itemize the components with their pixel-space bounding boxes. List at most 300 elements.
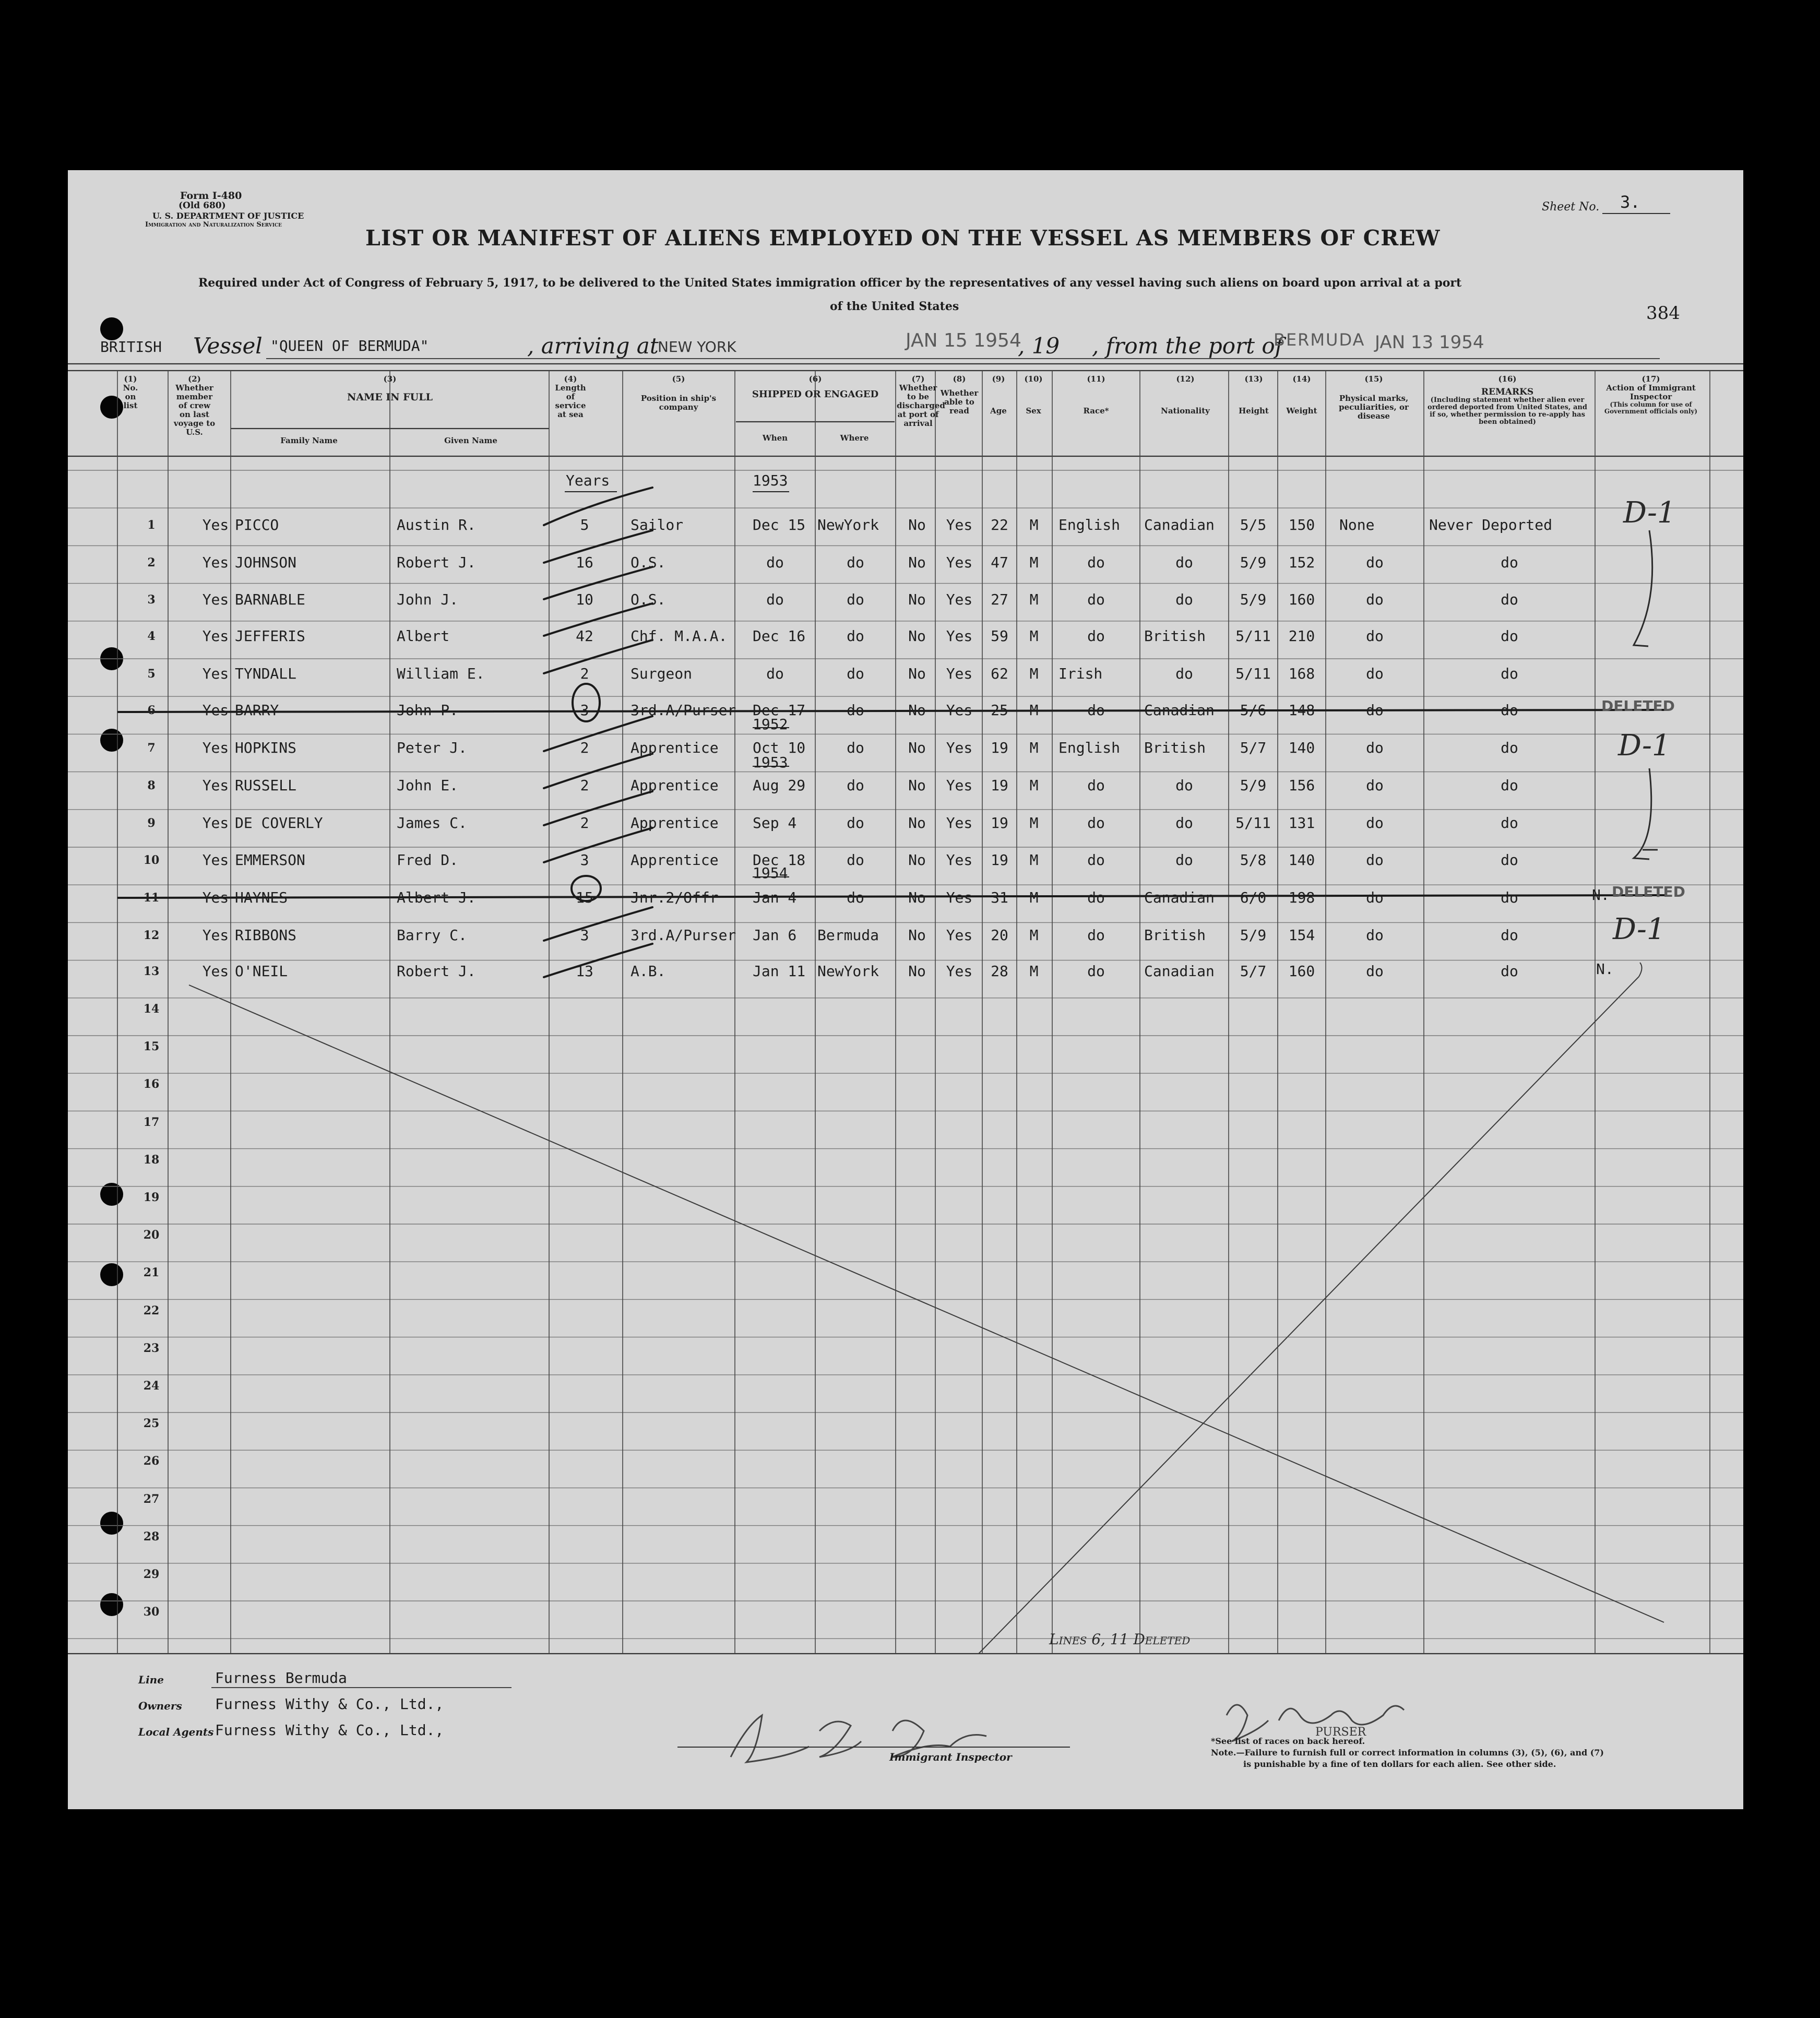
cell-height: 5/9 [1240, 927, 1267, 944]
cell-nationality: do [1175, 554, 1193, 571]
row-number: 25 [143, 1417, 160, 1431]
cell-position: O.S. [631, 554, 666, 571]
row-number: 10 [143, 853, 160, 867]
cell-remarks: do [1501, 627, 1518, 645]
cell-family: DE COVERLY [235, 814, 323, 832]
vessel-flag: BRITISH [100, 338, 162, 355]
row-number: 2 [147, 556, 156, 569]
cell-read: Yes [946, 591, 973, 608]
cell-read: Yes [946, 516, 973, 533]
cell-position: Apprentice [631, 851, 719, 869]
cell-marks: do [1366, 739, 1384, 756]
cell-age: 22 [991, 516, 1008, 533]
cell-given: Albert J. [397, 889, 476, 906]
cell-nationality: do [1175, 814, 1193, 832]
row-number: 11 [143, 891, 160, 905]
cell-race: Irish [1058, 665, 1103, 682]
cell-given: Peter J. [397, 739, 467, 756]
col3-header: (3) NAME IN FULL [347, 374, 433, 403]
cell-given: Robert J. [397, 554, 476, 571]
cell-crew: Yes [202, 814, 229, 832]
year-1954-heading: 1954 [753, 864, 788, 882]
cell-where: do [847, 851, 864, 869]
cell-service: 3 [580, 851, 589, 869]
cell-when: Dec 16 [753, 627, 806, 645]
cell-height: 5/8 [1240, 851, 1267, 869]
cell-when: Sep 4 [753, 814, 797, 832]
cell-discharge: No [908, 591, 926, 608]
row-number: 7 [147, 741, 156, 755]
manifest-sheet [68, 170, 1743, 1809]
form-subtitle-line1: Required under Act of Congress of February 5, 1917, to be delivered to the United States immigration officer by the representatives of any vessel having such aliens on board upon arrival at a port [198, 276, 1462, 290]
cell-read: Yes [946, 665, 973, 682]
cell-remarks: do [1501, 851, 1518, 869]
cell-race: do [1087, 777, 1105, 794]
cell-position: Surgeon [631, 665, 693, 682]
row-number: 20 [143, 1228, 160, 1242]
cell-discharge: No [908, 554, 926, 571]
cell-marks: do [1366, 927, 1384, 944]
col2-header: (2) Whether member of crew on last voyage to U.S. [173, 374, 216, 437]
vessel-name: "QUEEN OF BERMUDA" [270, 337, 429, 354]
cell-service: 15 [576, 889, 593, 906]
cell-weight: 160 [1288, 591, 1315, 608]
cell-service: 10 [576, 591, 593, 608]
cell-race: English [1058, 516, 1121, 533]
row-number: 4 [147, 630, 156, 643]
cell-position: Apprentice [631, 814, 719, 832]
cell-read: Yes [946, 627, 973, 645]
cell-crew: Yes [202, 739, 229, 756]
cell-sex: M [1029, 739, 1039, 756]
cell-when: do [766, 591, 784, 608]
cell-read: Yes [946, 851, 973, 869]
cell-when: Dec 17 [753, 702, 806, 719]
cell-given: Albert [397, 627, 450, 645]
cell-marks: do [1366, 814, 1384, 832]
cell-nationality: British [1144, 739, 1206, 756]
cell-crew: Yes [202, 777, 229, 794]
cell-height: 5/5 [1240, 516, 1267, 533]
given-name-header: Given Name [444, 436, 497, 445]
cell-height: 5/11 [1235, 627, 1271, 645]
cell-race: do [1087, 702, 1105, 719]
cell-discharge: No [908, 963, 926, 980]
row-number: 9 [147, 816, 156, 830]
cell-when: Dec 15 [753, 516, 806, 533]
cell-nationality: Canadian [1144, 963, 1215, 980]
cell-position: Jnr.2/Offr [631, 889, 719, 906]
cell-service: 3 [580, 702, 589, 719]
cell-given: John P. [397, 702, 459, 719]
cell-service: 13 [576, 963, 593, 980]
cell-nationality: Canadian [1144, 516, 1215, 533]
col10-header: (10) Sex [1024, 374, 1043, 416]
cell-read: Yes [946, 702, 973, 719]
cell-family: BARNABLE [235, 591, 305, 608]
cell-given: Austin R. [397, 516, 476, 533]
cell-read: Yes [946, 963, 973, 980]
cell-position: Apprentice [631, 739, 719, 756]
cell-age: 19 [991, 777, 1008, 794]
cell-read: Yes [946, 814, 973, 832]
cell-remarks: do [1501, 927, 1518, 944]
departure-port-stamp: BERMUDA [1274, 330, 1365, 350]
col6-header: (6) SHIPPED OR ENGAGED [752, 374, 879, 400]
cell-race: do [1087, 591, 1105, 608]
col15-header: (15) Physical marks, peculiarities, or disease [1339, 374, 1409, 421]
cell-when: Oct 10 [753, 739, 806, 756]
cell-marks: None [1339, 516, 1375, 533]
sheet-number-label: Sheet No. [1542, 200, 1600, 213]
cell-position: Sailor [631, 516, 684, 533]
cell-race: do [1087, 851, 1105, 869]
cell-service: 3 [580, 927, 589, 944]
cell-marks: do [1366, 591, 1384, 608]
col9-header: (9) Age [990, 374, 1007, 416]
cell-when: Dec 18 [753, 851, 806, 869]
cell-crew: Yes [202, 554, 229, 571]
cell-when: do [766, 665, 784, 682]
cell-discharge: No [908, 777, 926, 794]
cell-age: 28 [991, 963, 1008, 980]
cell-age: 19 [991, 851, 1008, 869]
col1-header: (1) No. on list [123, 374, 138, 410]
cell-weight: 150 [1288, 516, 1315, 533]
cell-height: 5/9 [1240, 554, 1267, 571]
row-number: 22 [143, 1303, 160, 1317]
form-old-number: (Old 680) [179, 200, 226, 211]
cell-family: HOPKINS [235, 739, 297, 756]
cell-weight: 168 [1288, 665, 1315, 682]
cell-position: Chf. M.A.A. [631, 627, 728, 645]
cell-sex: M [1029, 777, 1039, 794]
cell-age: 59 [991, 627, 1008, 645]
cell-service: 16 [576, 554, 593, 571]
cell-family: TYNDALL [235, 665, 297, 682]
cell-given: Fred D. [397, 851, 459, 869]
year-label: , 19 [1018, 333, 1060, 359]
cell-remarks: do [1501, 591, 1518, 608]
cell-remarks: do [1501, 665, 1518, 682]
cell-height: 5/9 [1240, 591, 1267, 608]
col5-header: (5) Position in ship's company [640, 374, 717, 412]
line-rule [211, 1687, 511, 1688]
cell-weight: 156 [1288, 777, 1315, 794]
cell-age: 19 [991, 814, 1008, 832]
cell-family: BARRY [235, 702, 279, 719]
row-number: 5 [147, 667, 156, 681]
cell-marks: do [1366, 851, 1384, 869]
cell-race: do [1087, 554, 1105, 571]
lines-deleted-note: Lines 6, 11 Deleted [1049, 1631, 1191, 1648]
department: U. S. DEPARTMENT OF JUSTICE [152, 211, 304, 221]
from-port-label: , from the port of [1092, 333, 1283, 359]
cancel-line-b-hook [1639, 963, 1642, 977]
cell-discharge: No [908, 739, 926, 756]
cell-crew: Yes [202, 927, 229, 944]
cancel-line-b [979, 977, 1639, 1654]
cell-family: EMMERSON [235, 851, 305, 869]
cell-height: 5/7 [1240, 963, 1267, 980]
row-number: 8 [147, 779, 156, 792]
form-title: LIST OR MANIFEST OF ALIENS EMPLOYED ON THE VESSEL AS MEMBERS OF CREW [365, 225, 1441, 251]
inspector-mark-d1: D-1 [1618, 729, 1671, 763]
cell-race: do [1087, 927, 1105, 944]
years-heading: Years [566, 472, 610, 489]
row-number: 6 [147, 704, 156, 717]
cell-sex: M [1029, 889, 1039, 906]
cell-read: Yes [946, 777, 973, 794]
cell-discharge: No [908, 927, 926, 944]
cell-nationality: do [1175, 591, 1193, 608]
cell-sex: M [1029, 554, 1039, 571]
cell-family: JEFFERIS [235, 627, 305, 645]
cell-weight: 152 [1288, 554, 1315, 571]
cell-sex: M [1029, 627, 1039, 645]
cell-race: do [1087, 814, 1105, 832]
cell-remarks: do [1501, 889, 1518, 906]
cell-family: RIBBONS [235, 927, 297, 944]
owners-value: Furness Withy & Co., Ltd., [215, 1695, 444, 1713]
deleted-stamp-line-11: DELETED [1612, 883, 1685, 900]
row-number: 26 [143, 1454, 160, 1468]
row-number: 27 [143, 1492, 160, 1506]
inspector-mark-d1: D-1 [1613, 912, 1666, 946]
cell-where: Bermuda [817, 927, 879, 944]
cell-age: 25 [991, 702, 1008, 719]
row-number: 15 [143, 1040, 160, 1054]
cell-nationality: British [1144, 927, 1206, 944]
cell-remarks: Never Deported [1429, 516, 1553, 533]
row-number: 13 [143, 965, 160, 978]
cell-position: A.B. [631, 963, 666, 980]
row-number: 1 [147, 518, 156, 532]
cell-given: James C. [397, 814, 467, 832]
form-subtitle-line2: of the United States [830, 300, 959, 313]
row-number: 24 [143, 1379, 160, 1393]
cell-crew: Yes [202, 963, 229, 980]
cell-read: Yes [946, 554, 973, 571]
cell-where: do [847, 702, 864, 719]
cell-where: do [847, 591, 864, 608]
row-number: 14 [143, 1002, 160, 1016]
vessel-label: Vessel [193, 333, 263, 359]
cell-where: do [847, 889, 864, 906]
cell-family: RUSSELL [235, 777, 297, 794]
cell-crew: Yes [202, 516, 229, 533]
arrival-date-stamp: JAN 15 1954 [906, 330, 1021, 351]
cell-sex: M [1029, 665, 1039, 682]
cell-marks: do [1366, 777, 1384, 794]
cell-sex: M [1029, 591, 1039, 608]
cell-position: 3rd.A/Purser [631, 927, 736, 944]
cell-discharge: No [908, 627, 926, 645]
cell-age: 20 [991, 927, 1008, 944]
cell-where: NewYork [817, 963, 879, 980]
cell-where: do [847, 665, 864, 682]
row-number: 21 [143, 1266, 160, 1280]
cell-marks: do [1366, 963, 1384, 980]
service: Immigration and Naturalization Service [145, 221, 282, 229]
cell-discharge: No [908, 702, 926, 719]
row-number: 19 [143, 1191, 160, 1204]
cell-remarks: do [1501, 963, 1518, 980]
shipped-when-header: When [762, 433, 788, 443]
cell-remarks: do [1501, 702, 1518, 719]
cell-height: 5/11 [1235, 814, 1271, 832]
arrival-port: NEW YORK [658, 338, 736, 355]
cell-where: do [847, 554, 864, 571]
cell-discharge: No [908, 851, 926, 869]
cell-race: do [1087, 627, 1105, 645]
note-races: *See list of races on back hereof. [1211, 1736, 1365, 1746]
col12-header: (12) Nationality [1161, 374, 1210, 416]
cell-discharge: No [908, 665, 926, 682]
cell-where: do [847, 739, 864, 756]
cell-sex: M [1029, 516, 1039, 533]
cell-family: JOHNSON [235, 554, 297, 571]
cell-crew: Yes [202, 591, 229, 608]
cell-crew: Yes [202, 702, 229, 719]
row-number: 23 [143, 1341, 160, 1355]
col13-header: (13) Height [1239, 374, 1269, 416]
arriving-label: , arriving at [527, 333, 659, 359]
cell-service: 2 [580, 814, 589, 832]
cell-marks: do [1366, 889, 1384, 906]
cell-age: 31 [991, 889, 1008, 906]
row-number: 18 [143, 1153, 160, 1167]
cell-remarks: do [1501, 777, 1518, 794]
sheet-number: 3. [1620, 192, 1640, 212]
col17-header: (17) Action of Immigrant Inspector (This column for use of Government officials only) [1604, 374, 1698, 415]
cell-weight: 160 [1288, 963, 1315, 980]
cell-when: do [766, 554, 784, 571]
cell-discharge: No [908, 889, 926, 906]
cell-race: English [1058, 739, 1121, 756]
cell-weight: 154 [1288, 927, 1315, 944]
cell-nationality: do [1175, 665, 1193, 682]
agents-label: Local Agents [138, 1726, 214, 1738]
row-number: 29 [143, 1568, 160, 1581]
cell-family: HAYNES [235, 889, 288, 906]
inspector-mark-d1: D-1 [1623, 496, 1676, 530]
cell-nationality: Canadian [1144, 889, 1215, 906]
inspector-label: Immigrant Inspector [889, 1751, 1012, 1763]
cell-crew: Yes [202, 851, 229, 869]
cell-where: do [847, 777, 864, 794]
cell-remarks: do [1501, 739, 1518, 756]
col11-header: (11) Race* [1083, 374, 1109, 416]
cell-nationality: British [1144, 627, 1206, 645]
cell-read: Yes [946, 927, 973, 944]
cell-height: 5/6 [1240, 702, 1267, 719]
cell-given: John J. [397, 591, 459, 608]
cell-crew: Yes [202, 627, 229, 645]
cell-height: 5/11 [1235, 665, 1271, 682]
cell-family: PICCO [235, 516, 279, 533]
col14-header: (14) Weight [1286, 374, 1317, 416]
cell-nationality: do [1175, 777, 1193, 794]
deleted-stamp-line-6: DELETED [1601, 697, 1675, 715]
cell-given: Robert J. [397, 963, 476, 980]
cell-given: John E. [397, 777, 459, 794]
row-number: 12 [143, 929, 160, 942]
cell-sex: M [1029, 927, 1039, 944]
cell-position: 3rd.A/Purser [631, 702, 736, 719]
cell-age: 27 [991, 591, 1008, 608]
row-number: 16 [143, 1077, 160, 1091]
cell-discharge: No [908, 516, 926, 533]
cancel-line-a [189, 985, 1664, 1622]
cell-crew: Yes [202, 889, 229, 906]
cell-service: 2 [580, 739, 589, 756]
col7-header: (7) Whether to be discharged at port of arrival [897, 374, 945, 428]
cell-position: Apprentice [631, 777, 719, 794]
cell-where: do [847, 814, 864, 832]
cell-weight: 131 [1288, 814, 1315, 832]
cell-where: do [847, 627, 864, 645]
page-number: 384 [1646, 303, 1680, 324]
cell-weight: 198 [1288, 889, 1315, 906]
cell-position: O.S. [631, 591, 666, 608]
family-name-header: Family Name [280, 436, 338, 445]
note-penalty-1: Note.—Failure to furnish full or correct information in columns (3), (5), (6), and (7) [1211, 1748, 1604, 1758]
year-1952-heading: 1952 [753, 716, 788, 733]
cell-read: Yes [946, 739, 973, 756]
cell-discharge: No [908, 814, 926, 832]
cell-family: O'NEIL [235, 963, 288, 980]
cell-given: Barry C. [397, 927, 467, 944]
col8-header: (8) Whether able to read [940, 374, 979, 416]
cell-weight: 148 [1288, 702, 1315, 719]
cell-sex: M [1029, 814, 1039, 832]
cell-when: Jan 11 [753, 963, 806, 980]
inspector-n-mark: N. [1592, 886, 1610, 904]
row-number: 30 [143, 1605, 160, 1619]
line-value: Furness Bermuda [215, 1669, 347, 1687]
cell-sex: M [1029, 851, 1039, 869]
cell-weight: 140 [1288, 851, 1315, 869]
cell-sex: M [1029, 963, 1039, 980]
cell-when: Jan 4 [753, 889, 797, 906]
cell-when: Aug 29 [753, 777, 806, 794]
cell-crew: Yes [202, 665, 229, 682]
cell-age: 62 [991, 665, 1008, 682]
cell-remarks: do [1501, 554, 1518, 571]
cell-weight: 140 [1288, 739, 1315, 756]
col16-header: (16) REMARKS (Including statement whether alien ever ordered deported from United States, and if so, whether permission to re-apply has been obtained) [1428, 374, 1587, 426]
inspector-signature-rule [677, 1747, 1070, 1748]
shipped-where-header: Where [840, 433, 869, 443]
col4-header: (4) Length of service at sea [555, 374, 586, 419]
cell-marks: do [1366, 702, 1384, 719]
cell-service: 5 [580, 516, 589, 533]
cell-marks: do [1366, 554, 1384, 571]
line-label: Line [138, 1673, 164, 1686]
inspector-n-mark: N. [1596, 960, 1614, 978]
cell-service: 42 [576, 627, 593, 645]
row-number: 3 [147, 593, 156, 607]
cell-height: 5/7 [1240, 739, 1267, 756]
cell-age: 19 [991, 739, 1008, 756]
cell-service: 2 [580, 777, 589, 794]
cell-height: 5/9 [1240, 777, 1267, 794]
cell-race: do [1087, 963, 1105, 980]
purser-label: PURSER [1315, 1726, 1366, 1739]
form-number: Form I-480 [180, 190, 242, 201]
cell-weight: 210 [1288, 627, 1315, 645]
